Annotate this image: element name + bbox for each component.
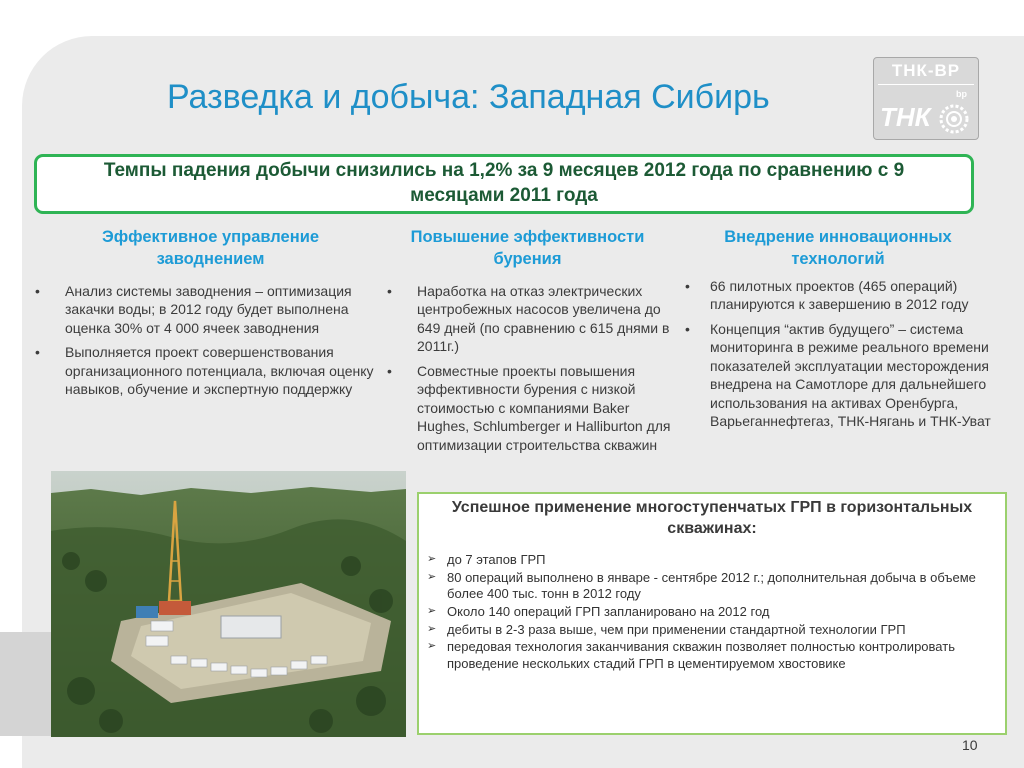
column-title-drilling: Повышение эффективности бурения (410, 228, 645, 269)
logo-bp-text: bp (956, 89, 967, 99)
tnk-bp-logo (873, 57, 979, 140)
column-title-waterflood: Эффективное управление заводнением (101, 228, 320, 269)
bp-helios-icon (936, 88, 976, 136)
slide-title: Разведка и добыча: Западная Сибирь (167, 78, 770, 116)
grp-title: Успешное применение многоступенчатых ГРП в горизонтальных скважинах: (451, 499, 973, 537)
list-item: • Наработка на отказ электрических центробежных насосов увеличена до 649 дней (по сравнению с 615 днями в 2011г.) (382, 282, 672, 356)
page-number: 10 (962, 737, 978, 753)
list-item: ➢ до 7 этапов ГРП (427, 552, 997, 569)
logo-text: ТНК-ВР (891, 61, 961, 80)
logo-divider (878, 84, 974, 85)
list-item: • Совместные проекты повышения эффективности бурения с низкой стоимостью с компаниями Baker Hughes, Schlumberger и Halliburton для оптимизации строительства скважин (382, 362, 672, 454)
list-item: • 66 пилотных проектов (465 операций) планируются к завершению в 2012 году (680, 277, 1000, 314)
list-item: ➢ дебиты в 2-3 раза выше, чем при применении стандартной технологии ГРП (427, 622, 997, 639)
list-item: • Выполняется проект совершенствования организационного потенциала, включая оценку навыков, обучение и экспертную поддержку (30, 343, 375, 398)
column-list-drilling (382, 282, 672, 460)
list-item: • Анализ системы заводнения – оптимизация закачки воды; в 2012 году будет выполнена оценка 30% от 4 000 ячеек заводнения (30, 282, 375, 337)
list-item: ➢ передовая технология заканчивания скважин позволяет полностью контролировать проведение нескольких стадий ГРП в цементируемом хвостовике (427, 639, 997, 672)
list-item: ➢ Около 140 операций ГРП запланировано на 2012 год (427, 604, 997, 621)
drilling-site-photo (51, 471, 406, 737)
logo-mark: ТНК (880, 102, 931, 132)
grp-highlight-box (417, 492, 1007, 735)
column-title-innovation: Внедрение инновационных технологий (724, 228, 952, 269)
column-list-waterflood (30, 282, 375, 405)
column-list-innovation (680, 277, 1000, 437)
list-item: ➢ 80 операций выполнено в январе - сентябре 2012 г.; дополнительная добыча в объеме более 400 тыс. тонн в 2012 году (427, 570, 997, 603)
headline-text: Темпы падения добычи снизились на 1,2% за 9 месяцев 2012 года по сравнению с 9 месяцами 2011 года (103, 160, 905, 206)
grp-list (427, 552, 997, 673)
list-item: • Концепция “актив будущего” – система мониторинга в режиме реального времени показателей эксплуатации месторождения внедрена на Самотлоре для дальнейшего использования на активах Оренбурга, Варьеганнефтегаз, ТНК-Нягань и ТНК-Уват (680, 320, 1000, 431)
headline-banner (34, 154, 974, 214)
